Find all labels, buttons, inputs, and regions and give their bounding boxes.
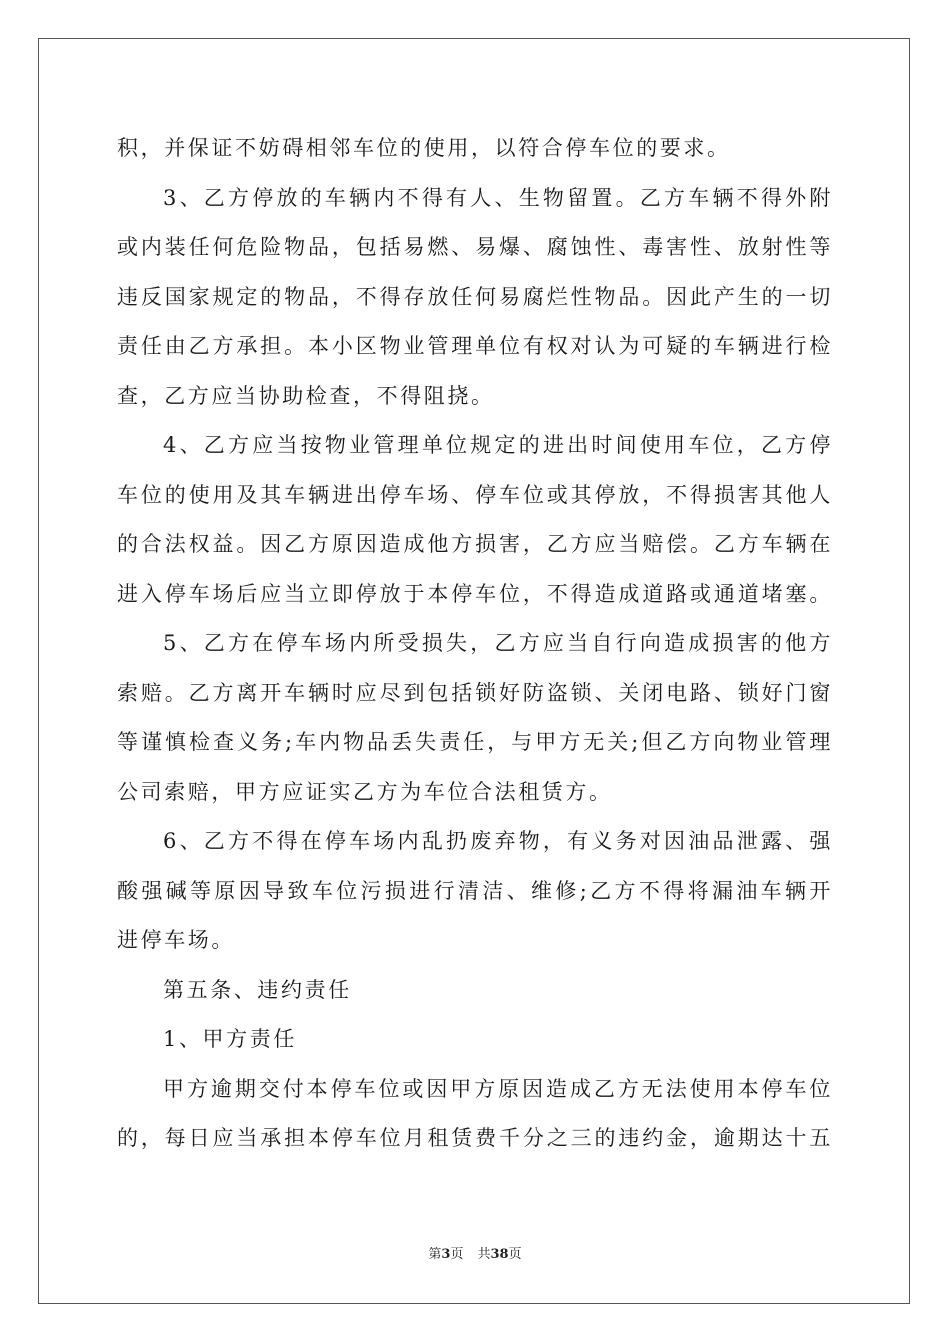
subsection-heading: 1、甲方责任: [163, 1027, 297, 1051]
page-suffix: 页: [450, 1247, 464, 1262]
text-line: 酸强碱等原因导致车位污损进行清洁、维修;乙方不得将漏油车辆开: [117, 878, 833, 903]
page-footer: [0, 1247, 950, 1263]
total-suffix: 页: [508, 1247, 522, 1262]
text-line: 查，乙方应当协助检查，不得阻挠。: [117, 383, 495, 408]
total-pages: 38: [490, 1247, 509, 1262]
text-line: 4、乙方应当按物业管理单位规定的进出时间使用车位，乙方停: [163, 433, 833, 457]
text-line: 6、乙方不得在停车场内乱扔废弃物，有义务对因油品泄露、强: [163, 829, 833, 853]
text-line: 甲方逾期交付本停车位或因甲方原因造成乙方无法使用本停车位: [163, 1076, 833, 1101]
text-line: 或内装任何危险物品，包括易燃、易爆、腐蚀性、毒害性、放射性等: [117, 235, 833, 259]
text-line: 进入停车场后应当立即停放于本停车位，不得造成道路或通道堵塞。: [117, 581, 833, 606]
text-line: 责任由乙方承担。本小区物业管理单位有权对认为可疑的车辆进行检: [117, 334, 833, 358]
page-prefix: 第: [428, 1247, 442, 1262]
text-line: 的，每日应当承担本停车位月租赁费千分之三的违约金，逾期达十五: [117, 1126, 833, 1150]
total-prefix: 共: [477, 1247, 491, 1262]
text-line: 违反国家规定的物品，不得存放任何易腐烂性物品。因此产生的一切: [117, 284, 833, 309]
text-line: 进停车场。: [117, 928, 235, 952]
document-body: [117, 124, 833, 1164]
text-line: 车位的使用及其车辆进出停车场、停车位或其停放，不得损害其他人: [117, 482, 833, 507]
text-line: 等谨慎检查义务;车内物品丢失责任，与甲方无关;但乙方向物业管理: [117, 730, 833, 754]
section-heading: 第五条、违约责任: [163, 977, 352, 1002]
text-line: 3、乙方停放的车辆内不得有人、生物留置。乙方车辆不得外附: [163, 185, 833, 210]
text-line: 索赔。乙方离开车辆时应尽到包括锁好防盗锁、关闭电路、锁好门窗: [117, 680, 833, 705]
text-line: 公司索赔，甲方应证实乙方为车位合法租赁方。: [117, 779, 613, 804]
text-line: 积，并保证不妨碍相邻车位的使用，以符合停车位的要求。: [117, 136, 731, 160]
page-number: 3: [441, 1247, 451, 1262]
text-line: 的合法权益。因乙方原因造成他方损害，乙方应当赔偿。乙方车辆在: [117, 532, 833, 556]
text-line: 5、乙方在停车场内所受损失，乙方应当自行向造成损害的他方: [163, 631, 833, 655]
